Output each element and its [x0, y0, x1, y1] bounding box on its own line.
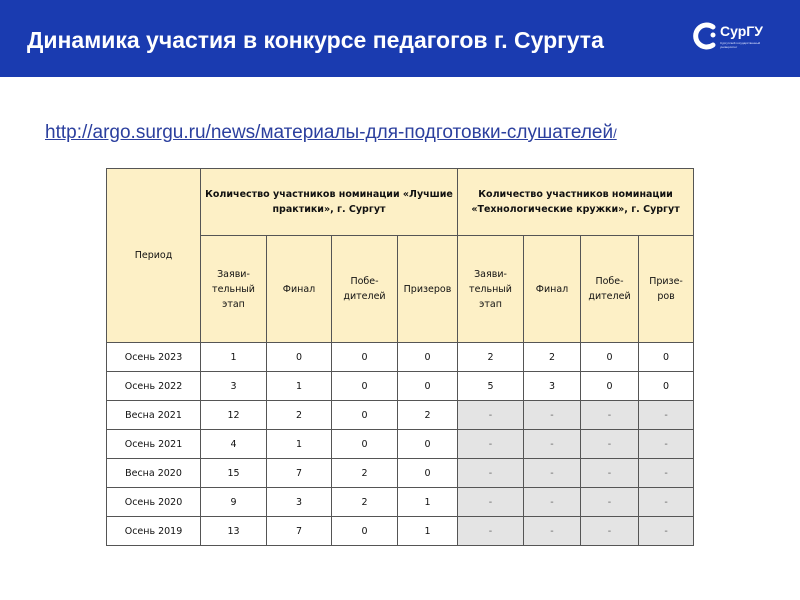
- group-header-best-practices: Количество участников номинации «Лучшие практики», г. Сургут: [201, 169, 458, 236]
- logo-subtitle: Сургутский государственный университет: [720, 42, 761, 49]
- value-cell: -: [639, 459, 694, 488]
- value-cell: 4: [201, 430, 267, 459]
- value-cell: -: [524, 401, 581, 430]
- value-cell: 0: [332, 401, 398, 430]
- value-cell: -: [524, 517, 581, 546]
- value-cell: -: [581, 488, 639, 517]
- title-bar: [0, 0, 800, 77]
- materials-link[interactable]: [45, 122, 617, 144]
- table-row: [107, 430, 694, 459]
- value-cell: 13: [201, 517, 267, 546]
- period-cell: Осень 2020: [107, 488, 201, 517]
- value-cell: 0: [581, 372, 639, 401]
- table-row: [107, 488, 694, 517]
- table-body: [107, 343, 694, 546]
- value-cell: 0: [332, 343, 398, 372]
- column-header: Побе-дителей: [332, 236, 398, 343]
- value-cell: -: [581, 517, 639, 546]
- value-cell: 2: [398, 401, 458, 430]
- value-cell: 2: [267, 401, 332, 430]
- value-cell: 3: [201, 372, 267, 401]
- value-cell: 0: [398, 372, 458, 401]
- column-header: Призеров: [398, 236, 458, 343]
- column-header: Финал: [267, 236, 332, 343]
- period-cell: Осень 2021: [107, 430, 201, 459]
- period-header: Период: [107, 169, 201, 343]
- period-cell: Весна 2020: [107, 459, 201, 488]
- value-cell: -: [458, 401, 524, 430]
- value-cell: 1: [267, 372, 332, 401]
- value-cell: -: [639, 401, 694, 430]
- value-cell: -: [458, 459, 524, 488]
- value-cell: 5: [458, 372, 524, 401]
- value-cell: 0: [398, 430, 458, 459]
- value-cell: 0: [267, 343, 332, 372]
- value-cell: 3: [524, 372, 581, 401]
- column-header: Призе-ров: [639, 236, 694, 343]
- column-header: Заяви-тельный этап: [201, 236, 267, 343]
- table-row: [107, 517, 694, 546]
- value-cell: 0: [398, 459, 458, 488]
- value-cell: 1: [398, 488, 458, 517]
- surgu-logo: [690, 17, 790, 63]
- table-header-row: [107, 169, 694, 236]
- value-cell: 12: [201, 401, 267, 430]
- value-cell: -: [458, 488, 524, 517]
- value-cell: 0: [639, 372, 694, 401]
- column-header: Заяви-тельный этап: [458, 236, 524, 343]
- value-cell: 0: [332, 517, 398, 546]
- value-cell: 1: [201, 343, 267, 372]
- value-cell: 7: [267, 459, 332, 488]
- value-cell: 2: [458, 343, 524, 372]
- value-cell: -: [639, 517, 694, 546]
- column-header: Финал: [524, 236, 581, 343]
- table-row: [107, 343, 694, 372]
- value-cell: -: [581, 459, 639, 488]
- value-cell: 3: [267, 488, 332, 517]
- value-cell: -: [524, 459, 581, 488]
- materials-link-slash[interactable]: /: [613, 126, 617, 141]
- value-cell: 0: [639, 343, 694, 372]
- value-cell: -: [581, 430, 639, 459]
- period-cell: Весна 2021: [107, 401, 201, 430]
- value-cell: 15: [201, 459, 267, 488]
- value-cell: 1: [267, 430, 332, 459]
- table-row: [107, 372, 694, 401]
- value-cell: -: [639, 430, 694, 459]
- logo-name: СурГУ: [720, 23, 763, 39]
- value-cell: 2: [524, 343, 581, 372]
- participation-table: [106, 168, 694, 546]
- table-row: [107, 401, 694, 430]
- value-cell: 0: [581, 343, 639, 372]
- value-cell: 7: [267, 517, 332, 546]
- value-cell: -: [458, 517, 524, 546]
- period-cell: Осень 2023: [107, 343, 201, 372]
- period-cell: Осень 2022: [107, 372, 201, 401]
- value-cell: 0: [398, 343, 458, 372]
- value-cell: -: [458, 430, 524, 459]
- value-cell: 1: [398, 517, 458, 546]
- materials-link-text[interactable]: http://argo.surgu.ru/news/материалы-для-подготовки-слушателей: [45, 122, 614, 143]
- value-cell: -: [581, 401, 639, 430]
- logo-mark-icon: [692, 20, 718, 52]
- value-cell: 9: [201, 488, 267, 517]
- value-cell: -: [524, 430, 581, 459]
- table-row: [107, 459, 694, 488]
- value-cell: 2: [332, 459, 398, 488]
- value-cell: 0: [332, 372, 398, 401]
- column-header: Побе-дителей: [581, 236, 639, 343]
- value-cell: 0: [332, 430, 398, 459]
- group-header-tech-clubs: Количество участников номинации «Технологические кружки», г. Сургут: [458, 169, 694, 236]
- value-cell: -: [524, 488, 581, 517]
- period-cell: Осень 2019: [107, 517, 201, 546]
- value-cell: 2: [332, 488, 398, 517]
- value-cell: -: [639, 488, 694, 517]
- page-title: Динамика участия в конкурсе педагогов г. Сургута: [27, 27, 604, 53]
